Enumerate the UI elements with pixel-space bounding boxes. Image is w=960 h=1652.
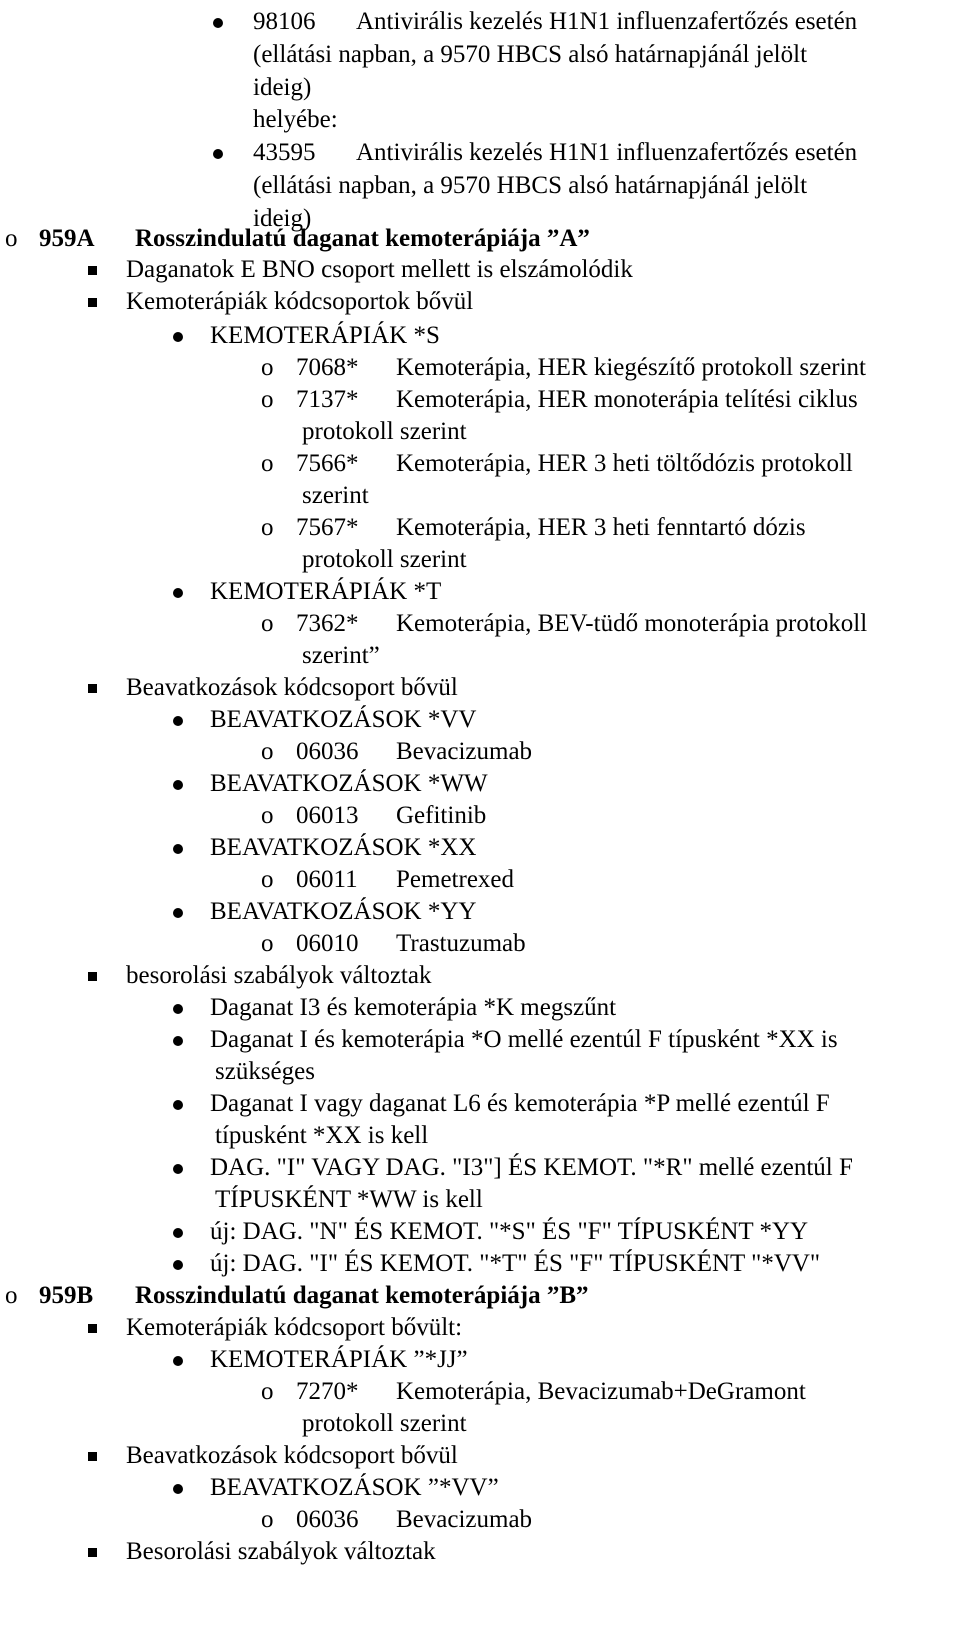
item-text: BEAVATKOZÁSOK ”*VV” xyxy=(210,1474,499,1501)
item-text: Rosszindulatú daganat kemoterápiája ”B” xyxy=(135,1282,589,1309)
item-text: BEAVATKOZÁSOK *VV xyxy=(210,706,477,733)
item-text: BEAVATKOZÁSOK *YY xyxy=(210,898,477,925)
item-text: Beavatkozások kódcsoport bővül xyxy=(126,1442,458,1469)
item-code: 98106 xyxy=(253,8,316,35)
bullet-circle-icon: o xyxy=(261,930,274,957)
item-text: Kemoterápia, HER 3 heti fenntartó dózis xyxy=(396,514,806,541)
item-text: KEMOTERÁPIÁK *S xyxy=(210,322,440,349)
item-code: 06013 xyxy=(296,802,359,829)
item-text: Daganat I és kemoterápia *O mellé ezentúl F típusként *XX is xyxy=(210,1026,838,1053)
item-text: szükséges xyxy=(215,1058,315,1085)
item-text: Trastuzumab xyxy=(396,930,526,957)
item-text: Daganat I vagy daganat L6 és kemoterápia *P mellé ezentúl F xyxy=(210,1090,830,1117)
bullet-dot-icon xyxy=(173,1356,183,1366)
bullet-dot-icon xyxy=(213,149,223,159)
bullet-circle-icon: o xyxy=(5,225,18,252)
item-text: Daganat I3 és kemoterápia *K megszűnt xyxy=(210,994,617,1021)
item-text: (ellátási napban, a 9570 HBCS alsó határnapjánál jelölt xyxy=(253,41,808,68)
item-code: 06036 xyxy=(296,738,359,765)
item-text: Kemoterápia, BEV-tüdő monoterápia protokoll xyxy=(396,610,868,637)
item-text: Kemoterápia, Bevacizumab+DeGramont xyxy=(396,1378,806,1405)
bullet-dot-icon xyxy=(173,1100,183,1110)
bullet-dot-icon xyxy=(173,1164,183,1174)
item-text: Bevacizumab xyxy=(396,1506,533,1533)
item-text: protokoll szerint xyxy=(302,418,467,445)
item-text: Bevacizumab xyxy=(396,738,533,765)
item-code: 7567* xyxy=(296,514,359,541)
bullet-square-icon xyxy=(88,266,97,275)
bullet-circle-icon: o xyxy=(261,450,274,477)
item-text: Rosszindulatú daganat kemoterápiája ”A” xyxy=(135,225,590,252)
item-code: 06036 xyxy=(296,1506,359,1533)
item-code: 06011 xyxy=(296,866,358,893)
bullet-dot-icon xyxy=(173,1228,183,1238)
bullet-dot-icon xyxy=(173,716,183,726)
bullet-circle-icon: o xyxy=(261,354,274,381)
item-text: Besorolási szabályok változtak xyxy=(126,1538,436,1565)
item-text: Gefitinib xyxy=(396,802,487,829)
bullet-dot-icon xyxy=(173,1260,183,1270)
item-code: 7270* xyxy=(296,1378,359,1405)
bullet-dot-icon xyxy=(173,908,183,918)
bullet-square-icon xyxy=(88,972,97,981)
item-text: BEAVATKOZÁSOK *WW xyxy=(210,770,488,797)
item-text: protokoll szerint xyxy=(302,1410,467,1437)
item-code: 7566* xyxy=(296,450,359,477)
item-code: 7362* xyxy=(296,610,359,637)
bullet-circle-icon: o xyxy=(5,1282,18,1309)
item-code: 06010 xyxy=(296,930,359,957)
bullet-circle-icon: o xyxy=(261,738,274,765)
item-text: szerint xyxy=(302,482,369,509)
item-text: helyébe: xyxy=(253,106,338,133)
bullet-circle-icon: o xyxy=(261,386,274,413)
item-text: Kemoterápia, HER 3 heti töltődózis protokoll xyxy=(396,450,853,477)
bullet-circle-icon: o xyxy=(261,610,274,637)
bullet-dot-icon xyxy=(173,1484,183,1494)
item-code: 7068* xyxy=(296,354,359,381)
bullet-dot-icon xyxy=(173,588,183,598)
item-text: Antivirális kezelés H1N1 influenzafertőzés esetén xyxy=(356,139,858,166)
bullet-dot-icon xyxy=(173,780,183,790)
item-text: (ellátási napban, a 9570 HBCS alsó határnapjánál jelölt xyxy=(253,172,808,199)
item-text: ideig) xyxy=(253,205,312,232)
item-text: Daganatok E BNO csoport mellett is elszámolódik xyxy=(126,256,633,283)
item-text: DAG. "I" VAGY DAG. "I3"] ÉS KEMOT. "*R" mellé ezentúl F xyxy=(210,1154,853,1181)
item-code: 959A xyxy=(39,225,95,252)
item-text: BEAVATKOZÁSOK *XX xyxy=(210,834,477,861)
item-text: új: DAG. "N" ÉS KEMOT. "*S" ÉS "F" TÍPUSKÉNT *YY xyxy=(210,1218,809,1245)
bullet-square-icon xyxy=(88,684,97,693)
bullet-dot-icon xyxy=(173,1004,183,1014)
item-text: Pemetrexed xyxy=(396,866,515,893)
item-text: KEMOTERÁPIÁK *T xyxy=(210,578,442,605)
item-text: Kemoterápiák kódcsoport bővült: xyxy=(126,1314,463,1341)
item-text: KEMOTERÁPIÁK ”*JJ” xyxy=(210,1346,468,1373)
bullet-square-icon xyxy=(88,1452,97,1461)
item-text: ideig) xyxy=(253,74,312,101)
item-text: új: DAG. "I" ÉS KEMOT. "*T" ÉS "F" TÍPUSKÉNT "*VV" xyxy=(210,1250,821,1277)
item-text: szerint” xyxy=(302,642,380,669)
bullet-dot-icon xyxy=(173,844,183,854)
bullet-square-icon xyxy=(88,1548,97,1557)
bullet-circle-icon: o xyxy=(261,514,274,541)
item-text: Kemoterápiák kódcsoportok bővül xyxy=(126,288,474,315)
bullet-square-icon xyxy=(88,1324,97,1333)
bullet-circle-icon: o xyxy=(261,866,274,893)
item-code: 7137* xyxy=(296,386,359,413)
bullet-dot-icon xyxy=(173,1036,183,1046)
bullet-circle-icon: o xyxy=(261,802,274,829)
bullet-dot-icon xyxy=(213,18,223,28)
item-text: Kemoterápia, HER kiegészítő protokoll szerint xyxy=(396,354,867,381)
item-text: besorolási szabályok változtak xyxy=(126,962,432,989)
item-code: 43595 xyxy=(253,139,316,166)
item-text: protokoll szerint xyxy=(302,546,467,573)
item-text: Beavatkozások kódcsoport bővül xyxy=(126,674,458,701)
item-text: TÍPUSKÉNT *WW is kell xyxy=(215,1186,483,1213)
bullet-circle-icon: o xyxy=(261,1506,274,1533)
item-text: Antivirális kezelés H1N1 influenzafertőzés esetén xyxy=(356,8,858,35)
bullet-dot-icon xyxy=(173,332,183,342)
item-text: Kemoterápia, HER monoterápia telítési ciklus xyxy=(396,386,858,413)
item-text: típusként *XX is kell xyxy=(215,1122,429,1149)
bullet-square-icon xyxy=(88,298,97,307)
item-code: 959B xyxy=(39,1282,94,1309)
bullet-circle-icon: o xyxy=(261,1378,274,1405)
